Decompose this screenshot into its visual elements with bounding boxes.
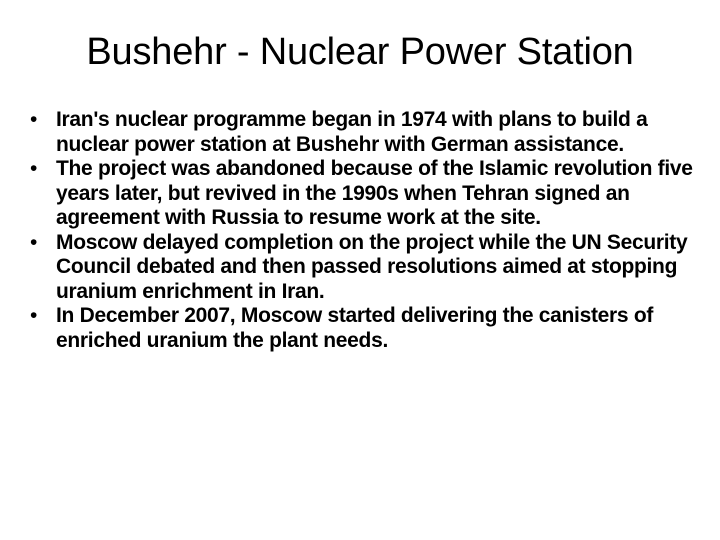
bullet-text: The project was abandoned because of the Islamic revolution five years later, but revived in the 1990s when Tehran signed an agreement with Russia to resume work at the site. <box>56 157 693 229</box>
bullet-item <box>30 304 712 353</box>
bullet-icon: • <box>30 230 38 254</box>
bullet-item <box>30 108 712 157</box>
bullet-list <box>30 108 712 353</box>
bullet-text: Moscow delayed completion on the project while the UN Security Council debated and then passed resolutions aimed at stopping uranium enrichment in Iran. <box>56 230 688 303</box>
bullet-text: Iran's nuclear programme began in 1974 with plans to build a nuclear power station at Bushehr with German assistance. <box>56 108 648 156</box>
slide-title: Bushehr - Nuclear Power Station <box>86 31 634 73</box>
bullet-icon: • <box>30 304 38 327</box>
bullet-item <box>30 157 712 231</box>
bullet-item <box>30 231 712 305</box>
bullet-icon: • <box>30 108 38 131</box>
bullet-icon: • <box>30 157 38 180</box>
bullet-text: In December 2007, Moscow started delivering the canisters of enriched uranium the plant needs. <box>56 304 654 352</box>
